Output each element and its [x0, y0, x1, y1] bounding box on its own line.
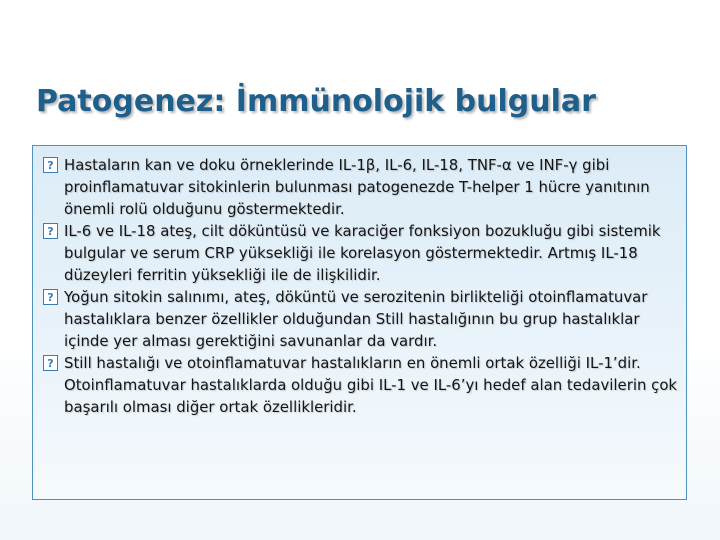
bullet-text: Yoğun sitokin salınımı, ateş, döküntü ve serozitenin birlikteliği otoinflamatuvar hastalıklara benzer özellikler olduğundan Still hastalığının bu grup hastalıklar içinde yer alması gerektiğini savunanlar da vardır. [64, 288, 648, 350]
bullet-item [41, 220, 678, 286]
unknown-glyph-box-icon [43, 289, 58, 305]
bullet-glyph: ? [47, 158, 54, 172]
bullet-item [41, 286, 678, 352]
bullet-text: Hastaların kan ve doku örneklerinde IL-1β, IL-6, IL-18, TNF-α ve INF-γ gibi proinflamatuvar sitokinlerin bulunması patogenezde T-helper 1 hücre yanıtının önemli rolü olduğunu göstermektedir. [64, 156, 650, 218]
content-box [32, 145, 687, 500]
bullet-text: IL-6 ve IL-18 ateş, cilt döküntüsü ve karaciğer fonksiyon bozukluğu gibi sistemik bulgular ve serum CRP yüksekliği ile korelasyon göstermektedir. Artmış IL-18 düzeyleri ferritin yüksekliği ile de ilişkilidir. [64, 222, 661, 284]
bullet-item [41, 352, 678, 418]
bullet-text: Still hastalığı ve otoinflamatuvar hastalıkların en önemli ortak özelliği IL-1’dir. Otoinflamatuvar hastalıklarda olduğu gibi IL-1 ve IL-6’yı hedef alan tedavilerin çok başarılı olması diğer ortak özellikleridir. [64, 354, 678, 416]
bullet-glyph: ? [47, 224, 54, 238]
bullet-list [41, 154, 678, 418]
bullet-glyph: ? [47, 290, 54, 304]
bullet-item [41, 154, 678, 220]
slide-title: Patogenez: İmmünolojik bulgular [36, 84, 596, 119]
unknown-glyph-box-icon [43, 157, 58, 173]
unknown-glyph-box-icon [43, 223, 58, 239]
unknown-glyph-box-icon [43, 355, 58, 371]
bullet-glyph: ? [47, 356, 54, 370]
